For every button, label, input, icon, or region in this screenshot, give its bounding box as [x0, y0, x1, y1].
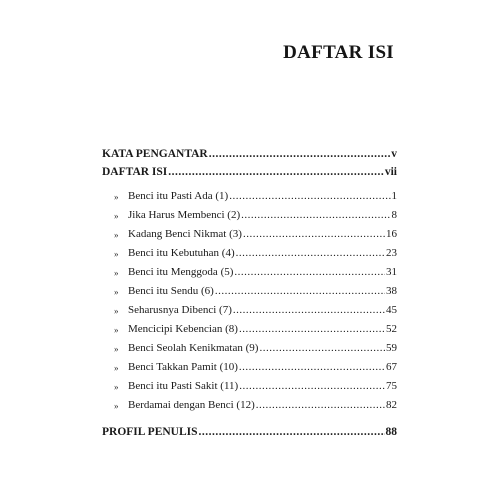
dot-leader [234, 266, 385, 278]
toc-entry-label: Benci Seolah Kenikmatan (9) [128, 342, 259, 354]
toc-sub-entry [128, 361, 397, 373]
toc-entry-page: 59 [386, 342, 397, 354]
toc-entry-label: PROFIL PENULIS [102, 426, 198, 438]
toc-entry-page: 31 [386, 266, 397, 278]
toc-sub-entry [128, 209, 397, 221]
toc-entry-page: 8 [391, 209, 397, 221]
bullet-icon: » [114, 344, 119, 354]
dot-leader [259, 342, 385, 354]
page-title: DAFTAR ISI [283, 42, 394, 63]
toc-entry-label: DAFTAR ISI [102, 166, 168, 178]
toc-sub-entry [128, 342, 397, 354]
bullet-icon: » [114, 192, 119, 202]
toc-entry-label: KATA PENGANTAR [102, 148, 208, 160]
dot-leader [233, 304, 385, 316]
dot-leader [229, 190, 390, 202]
toc-sub-entry [128, 304, 397, 316]
toc-entry-page: 1 [391, 190, 397, 202]
toc-entry-page: 75 [386, 380, 397, 392]
dot-leader [215, 285, 385, 297]
toc-sub-entry [128, 380, 397, 392]
bullet-icon: » [114, 401, 119, 411]
toc-entry-label: Mencicipi Kebencian (8) [128, 323, 238, 335]
dot-leader [241, 209, 390, 221]
toc-entry-page: 52 [386, 323, 397, 335]
dot-leader [236, 247, 385, 259]
toc-entry-label: Benci itu Kebutuhan (4) [128, 247, 235, 259]
toc-entry-label: Benci Takkan Pamit (10) [128, 361, 238, 373]
dot-leader [239, 361, 385, 373]
toc-entry-page: vii [384, 166, 397, 178]
toc-entry-page: 45 [386, 304, 397, 316]
toc-sub-entry [128, 399, 397, 411]
toc-entry-page: 16 [386, 228, 397, 240]
toc-entry-page: 23 [386, 247, 397, 259]
toc-sub-entry [128, 285, 397, 297]
bullet-icon: » [114, 249, 119, 259]
toc-entry-label: Berdamai dengan Benci (12) [128, 399, 255, 411]
dot-leader [256, 399, 385, 411]
toc-entry-label: Benci itu Pasti Sakit (11) [128, 380, 239, 392]
toc-entry-label: Benci itu Menggoda (5) [128, 266, 234, 278]
dot-leader [239, 323, 385, 335]
toc-entry-page: 82 [386, 399, 397, 411]
dot-leader [239, 380, 385, 392]
dot-leader [209, 148, 391, 160]
bullet-icon: » [114, 287, 119, 297]
toc-entry-page: 67 [386, 361, 397, 373]
toc-sub-entry [128, 190, 397, 202]
toc-entry-page: v [391, 148, 397, 160]
dot-leader [243, 228, 385, 240]
toc-sub-entry [128, 228, 397, 240]
bullet-icon: » [114, 325, 119, 335]
toc-entry-page: 38 [386, 285, 397, 297]
bullet-icon: » [114, 230, 119, 240]
toc-sub-entry [128, 266, 397, 278]
toc-entry-page: 88 [385, 426, 397, 438]
toc-entry-kata-pengantar [102, 148, 397, 160]
toc-entry-daftar-isi [102, 166, 397, 178]
toc-sub-entry [128, 323, 397, 335]
dot-leader [168, 166, 384, 178]
bullet-icon: » [114, 382, 119, 392]
toc-entry-profil-penulis [102, 426, 397, 438]
bullet-icon: » [114, 363, 119, 373]
bullet-icon: » [114, 268, 119, 278]
toc-sub-entry [128, 247, 397, 259]
toc-entry-label: Jika Harus Membenci (2) [128, 209, 241, 221]
bullet-icon: » [114, 211, 119, 221]
bullet-icon: » [114, 306, 119, 316]
toc-entry-label: Benci itu Pasti Ada (1) [128, 190, 229, 202]
toc-entry-label: Benci itu Sendu (6) [128, 285, 214, 297]
toc-entry-label: Kadang Benci Nikmat (3) [128, 228, 242, 240]
dot-leader [199, 426, 385, 438]
toc-entry-label: Seharusnya Dibenci (7) [128, 304, 232, 316]
